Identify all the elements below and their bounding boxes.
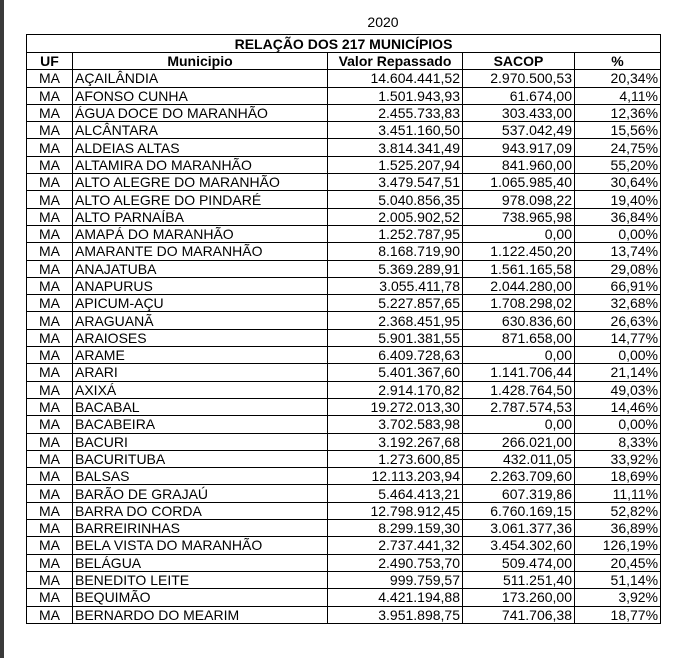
- table-row: [27, 70, 661, 87]
- cell-municipio: BEQUIMÃO: [73, 589, 328, 606]
- cell-sacop: 0,00: [463, 225, 575, 242]
- table-row: [27, 191, 661, 208]
- table-row: [27, 468, 661, 485]
- cell-municipio: ARAIOSES: [73, 329, 328, 346]
- cell-municipio: ARARI: [73, 364, 328, 381]
- cell-valor-repassado: 19.272.013,30: [328, 398, 463, 415]
- table-row: [27, 364, 661, 381]
- cell-uf: MA: [27, 225, 73, 242]
- cell-percent: 126,19%: [575, 537, 661, 554]
- table-row: [27, 450, 661, 467]
- cell-valor-repassado: 8.299.159,30: [328, 520, 463, 537]
- cell-percent: 21,14%: [575, 364, 661, 381]
- cell-valor-repassado: 1.252.787,95: [328, 225, 463, 242]
- table-row: [27, 433, 661, 450]
- cell-uf: MA: [27, 450, 73, 467]
- cell-municipio: BARÃO DE GRAJAÚ: [73, 485, 328, 502]
- cell-sacop: 607.319,86: [463, 485, 575, 502]
- cell-uf: MA: [27, 433, 73, 450]
- cell-sacop: 738.965,98: [463, 208, 575, 225]
- cell-uf: MA: [27, 70, 73, 87]
- table-row: [27, 104, 661, 121]
- cell-sacop: 537.042,49: [463, 122, 575, 139]
- cell-percent: 33,92%: [575, 450, 661, 467]
- cell-valor-repassado: 2.368.451,95: [328, 312, 463, 329]
- cell-municipio: BACABEIRA: [73, 416, 328, 433]
- cell-uf: MA: [27, 139, 73, 156]
- table-row: [27, 208, 661, 225]
- cell-sacop: 6.760.169,15: [463, 502, 575, 519]
- cell-sacop: 266.021,00: [463, 433, 575, 450]
- cell-municipio: AMARANTE DO MARANHÃO: [73, 243, 328, 260]
- table-row: [27, 277, 661, 294]
- cell-valor-repassado: 3.192.267,68: [328, 433, 463, 450]
- cell-uf: MA: [27, 191, 73, 208]
- cell-municipio: ALDEIAS ALTAS: [73, 139, 328, 156]
- cell-municipio: ALCÂNTARA: [73, 122, 328, 139]
- cell-valor-repassado: 3.814.341,49: [328, 139, 463, 156]
- table-row: [27, 381, 661, 398]
- cell-sacop: 871.658,00: [463, 329, 575, 346]
- table-row: [27, 243, 661, 260]
- cell-uf: MA: [27, 571, 73, 588]
- cell-uf: MA: [27, 589, 73, 606]
- cell-sacop: 511.251,40: [463, 571, 575, 588]
- table-row: [27, 571, 661, 588]
- column-header-uf: UF: [27, 53, 73, 70]
- cell-uf: MA: [27, 243, 73, 260]
- cell-percent: 8,33%: [575, 433, 661, 450]
- cell-municipio: ÁGUA DOCE DO MARANHÃO: [73, 104, 328, 121]
- cell-valor-repassado: 1.501.943,93: [328, 87, 463, 104]
- cell-municipio: BELA VISTA DO MARANHÃO: [73, 537, 328, 554]
- table-row: [27, 416, 661, 433]
- table-row: [27, 122, 661, 139]
- cell-municipio: BALSAS: [73, 468, 328, 485]
- cell-percent: 12,36%: [575, 104, 661, 121]
- table-row: [27, 606, 661, 623]
- cell-valor-repassado: 3.055.411,78: [328, 277, 463, 294]
- cell-percent: 14,77%: [575, 329, 661, 346]
- cell-uf: MA: [27, 554, 73, 571]
- cell-uf: MA: [27, 260, 73, 277]
- cell-uf: MA: [27, 277, 73, 294]
- cell-sacop: 3.454.302,60: [463, 537, 575, 554]
- column-header-sacop: SACOP: [463, 53, 575, 70]
- cell-municipio: BACURI: [73, 433, 328, 450]
- cell-uf: MA: [27, 485, 73, 502]
- cell-valor-repassado: 3.451.160,50: [328, 122, 463, 139]
- cell-sacop: 1.122.450,20: [463, 243, 575, 260]
- cell-percent: 19,40%: [575, 191, 661, 208]
- cell-percent: 36,84%: [575, 208, 661, 225]
- cell-percent: 26,63%: [575, 312, 661, 329]
- cell-percent: 24,75%: [575, 139, 661, 156]
- cell-uf: MA: [27, 537, 73, 554]
- cell-uf: MA: [27, 312, 73, 329]
- cell-municipio: ALTO ALEGRE DO MARANHÃO: [73, 174, 328, 191]
- cell-municipio: BELÁGUA: [73, 554, 328, 571]
- cell-uf: MA: [27, 364, 73, 381]
- cell-percent: 30,64%: [575, 174, 661, 191]
- cell-percent: 55,20%: [575, 156, 661, 173]
- column-header-valor-repassado: Valor Repassado: [328, 53, 463, 70]
- cell-municipio: ARAGUANÃ: [73, 312, 328, 329]
- cell-valor-repassado: 2.914.170,82: [328, 381, 463, 398]
- table-row: [27, 139, 661, 156]
- table-header-row: [27, 53, 661, 70]
- table-row: [27, 485, 661, 502]
- cell-valor-repassado: 999.759,57: [328, 571, 463, 588]
- cell-municipio: ANAJATUBA: [73, 260, 328, 277]
- cell-municipio: BENEDITO LEITE: [73, 571, 328, 588]
- table-row: [27, 174, 661, 191]
- cell-sacop: 432.011,05: [463, 450, 575, 467]
- cell-uf: MA: [27, 347, 73, 364]
- cell-municipio: ALTAMIRA DO MARANHÃO: [73, 156, 328, 173]
- cell-municipio: BACURITUBA: [73, 450, 328, 467]
- viewer-left-border: [0, 0, 4, 658]
- cell-municipio: AXIXÁ: [73, 381, 328, 398]
- cell-percent: 51,14%: [575, 571, 661, 588]
- cell-percent: 0,00%: [575, 416, 661, 433]
- cell-valor-repassado: 2.490.753,70: [328, 554, 463, 571]
- cell-valor-repassado: 5.401.367,60: [328, 364, 463, 381]
- cell-sacop: 173.260,00: [463, 589, 575, 606]
- cell-uf: MA: [27, 87, 73, 104]
- table-row: [27, 312, 661, 329]
- cell-percent: 0,00%: [575, 225, 661, 242]
- cell-percent: 36,89%: [575, 520, 661, 537]
- cell-percent: 29,08%: [575, 260, 661, 277]
- municipios-table: [26, 34, 661, 624]
- cell-sacop: 1.428.764,50: [463, 381, 575, 398]
- cell-uf: MA: [27, 208, 73, 225]
- cell-sacop: 2.263.709,60: [463, 468, 575, 485]
- cell-valor-repassado: 3.702.583,98: [328, 416, 463, 433]
- cell-percent: 32,68%: [575, 295, 661, 312]
- cell-valor-repassado: 5.901.381,55: [328, 329, 463, 346]
- cell-sacop: 2.787.574,53: [463, 398, 575, 415]
- cell-uf: MA: [27, 381, 73, 398]
- cell-percent: 4,11%: [575, 87, 661, 104]
- table-row: [27, 502, 661, 519]
- cell-uf: MA: [27, 520, 73, 537]
- cell-sacop: 61.674,00: [463, 87, 575, 104]
- table-row: [27, 156, 661, 173]
- cell-sacop: 1.141.706,44: [463, 364, 575, 381]
- table-row: [27, 398, 661, 415]
- cell-percent: 14,46%: [575, 398, 661, 415]
- table-row: [27, 537, 661, 554]
- cell-valor-repassado: 5.040.856,35: [328, 191, 463, 208]
- cell-municipio: AFONSO CUNHA: [73, 87, 328, 104]
- cell-uf: MA: [27, 329, 73, 346]
- table-row: [27, 329, 661, 346]
- cell-municipio: ALTO PARNAÍBA: [73, 208, 328, 225]
- cell-sacop: 1.065.985,40: [463, 174, 575, 191]
- cell-valor-repassado: 4.421.194,88: [328, 589, 463, 606]
- cell-municipio: AÇAILÂNDIA: [73, 70, 328, 87]
- cell-percent: 52,82%: [575, 502, 661, 519]
- cell-percent: 18,69%: [575, 468, 661, 485]
- table-row: [27, 87, 661, 104]
- cell-municipio: BARREIRINHAS: [73, 520, 328, 537]
- cell-valor-repassado: 6.409.728,63: [328, 347, 463, 364]
- cell-sacop: 741.706,38: [463, 606, 575, 623]
- cell-percent: 15,56%: [575, 122, 661, 139]
- column-header-percent: %: [575, 53, 661, 70]
- table-row: [27, 589, 661, 606]
- cell-valor-repassado: 5.227.857,65: [328, 295, 463, 312]
- document-year: 2020: [367, 14, 399, 30]
- cell-percent: 66,91%: [575, 277, 661, 294]
- cell-valor-repassado: 1.525.207,94: [328, 156, 463, 173]
- table-body: [27, 70, 661, 624]
- cell-valor-repassado: 1.273.600,85: [328, 450, 463, 467]
- cell-percent: 20,34%: [575, 70, 661, 87]
- cell-valor-repassado: 2.005.902,52: [328, 208, 463, 225]
- column-header-municipio: Municipio: [73, 53, 328, 70]
- cell-valor-repassado: 3.951.898,75: [328, 606, 463, 623]
- cell-valor-repassado: 5.369.289,91: [328, 260, 463, 277]
- cell-sacop: 303.433,00: [463, 104, 575, 121]
- cell-valor-repassado: 5.464.413,21: [328, 485, 463, 502]
- cell-valor-repassado: 14.604.441,52: [328, 70, 463, 87]
- cell-uf: MA: [27, 398, 73, 415]
- cell-percent: 0,00%: [575, 347, 661, 364]
- table-title: RELAÇÃO DOS 217 MUNICÍPIOS: [27, 35, 661, 53]
- cell-municipio: BERNARDO DO MEARIM: [73, 606, 328, 623]
- cell-municipio: ALTO ALEGRE DO PINDARÉ: [73, 191, 328, 208]
- cell-percent: 13,74%: [575, 243, 661, 260]
- cell-uf: MA: [27, 122, 73, 139]
- cell-municipio: BARRA DO CORDA: [73, 502, 328, 519]
- cell-sacop: 2.970.500,53: [463, 70, 575, 87]
- cell-valor-repassado: 12.113.203,94: [328, 468, 463, 485]
- cell-valor-repassado: 8.168.719,90: [328, 243, 463, 260]
- cell-uf: MA: [27, 468, 73, 485]
- table-row: [27, 225, 661, 242]
- table-row: [27, 260, 661, 277]
- cell-municipio: AMAPÁ DO MARANHÃO: [73, 225, 328, 242]
- cell-percent: 20,45%: [575, 554, 661, 571]
- cell-sacop: 943.917,09: [463, 139, 575, 156]
- cell-uf: MA: [27, 104, 73, 121]
- cell-sacop: 0,00: [463, 347, 575, 364]
- table-row: [27, 520, 661, 537]
- cell-uf: MA: [27, 295, 73, 312]
- cell-uf: MA: [27, 416, 73, 433]
- cell-sacop: 509.474,00: [463, 554, 575, 571]
- cell-sacop: 1.561.165,58: [463, 260, 575, 277]
- cell-percent: 18,77%: [575, 606, 661, 623]
- cell-percent: 49,03%: [575, 381, 661, 398]
- table-title-row: [27, 35, 661, 53]
- cell-municipio: APICUM-AÇU: [73, 295, 328, 312]
- cell-uf: MA: [27, 156, 73, 173]
- cell-percent: 3,92%: [575, 589, 661, 606]
- cell-municipio: BACABAL: [73, 398, 328, 415]
- table-row: [27, 295, 661, 312]
- cell-uf: MA: [27, 606, 73, 623]
- cell-sacop: 0,00: [463, 416, 575, 433]
- cell-sacop: 630.836,60: [463, 312, 575, 329]
- table-row: [27, 347, 661, 364]
- cell-sacop: 978.098,22: [463, 191, 575, 208]
- cell-municipio: ARAME: [73, 347, 328, 364]
- cell-municipio: ANAPURUS: [73, 277, 328, 294]
- cell-sacop: 2.044.280,00: [463, 277, 575, 294]
- cell-percent: 11,11%: [575, 485, 661, 502]
- cell-valor-repassado: 2.455.733,83: [328, 104, 463, 121]
- table-row: [27, 554, 661, 571]
- cell-valor-repassado: 3.479.547,51: [328, 174, 463, 191]
- cell-valor-repassado: 12.798.912,45: [328, 502, 463, 519]
- cell-sacop: 3.061.377,36: [463, 520, 575, 537]
- cell-uf: MA: [27, 174, 73, 191]
- cell-uf: MA: [27, 502, 73, 519]
- cell-sacop: 1.708.298,02: [463, 295, 575, 312]
- cell-sacop: 841.960,00: [463, 156, 575, 173]
- cell-valor-repassado: 2.737.441,32: [328, 537, 463, 554]
